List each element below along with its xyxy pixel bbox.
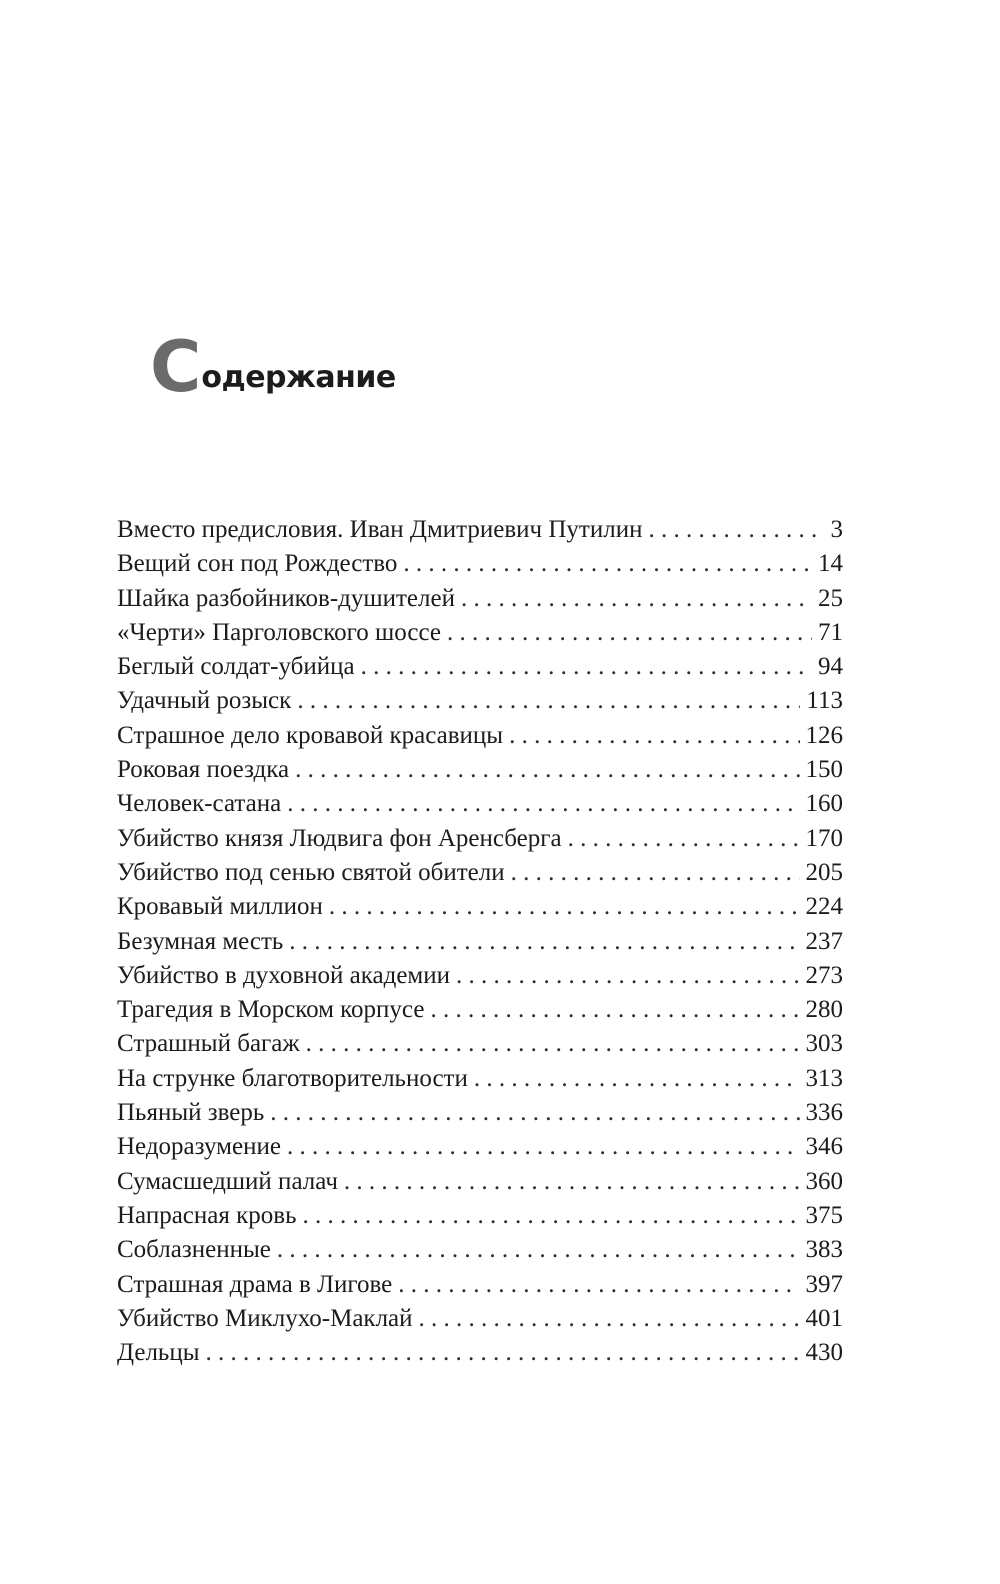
toc-entry: [117, 1268, 843, 1302]
toc-entry-title: Страшная драма в Лигове: [117, 1270, 393, 1298]
toc-entry-title: «Черти» Парголовского шоссе: [117, 618, 441, 646]
toc-entry: [117, 684, 843, 718]
toc-entry: [117, 1233, 843, 1267]
toc-entry-title: Соблазненные: [117, 1236, 271, 1264]
toc-entry-page-number: 160: [805, 790, 843, 818]
dot-leader: [306, 1027, 800, 1061]
dot-leader: [511, 856, 800, 890]
toc-entry: [117, 1096, 843, 1130]
toc-entry: [117, 1165, 843, 1199]
page-title: [150, 326, 396, 408]
dot-leader: [430, 993, 799, 1027]
toc-entry-title: Человек-сатана: [117, 790, 282, 818]
toc-entry: [117, 513, 843, 547]
dot-leader: [419, 1302, 800, 1336]
toc-entry-page-number: 313: [805, 1064, 843, 1092]
toc-entry-title: Сумасшедший палач: [117, 1167, 338, 1195]
toc-entry: [117, 890, 843, 924]
dot-leader: [456, 959, 800, 993]
toc-entry: [117, 993, 843, 1027]
toc-entry-page-number: 25: [818, 584, 843, 612]
toc-entry-page-number: 383: [805, 1236, 843, 1264]
toc-entry: [117, 822, 843, 856]
toc-entry-page-number: 273: [805, 961, 843, 989]
toc-entry: [117, 1336, 843, 1370]
toc-entry: [117, 1302, 843, 1336]
toc-entry: [117, 547, 843, 581]
toc-entry-page-number: 126: [805, 721, 843, 749]
toc-entry-title: Страшный багаж: [117, 1030, 300, 1058]
dot-leader: [361, 650, 812, 684]
toc-entry-title: Трагедия в Морском корпусе: [117, 996, 425, 1024]
dot-leader: [398, 1268, 799, 1302]
toc-entry-title: Убийство Миклухо-Маклай: [117, 1304, 413, 1332]
toc-entry-page-number: 237: [805, 927, 843, 955]
toc-entry-page-number: 150: [805, 756, 843, 784]
dot-leader: [447, 616, 812, 650]
toc-entry-title: Убийство в духовной академии: [117, 961, 450, 989]
toc-entry-title: Страшное дело кровавой красавицы: [117, 721, 504, 749]
toc-entry-page-number: 224: [805, 893, 843, 921]
dot-leader: [329, 890, 800, 924]
toc-entry: [117, 1199, 843, 1233]
toc-entry-title: Роковая поездка: [117, 756, 290, 784]
toc-entry: [117, 719, 843, 753]
toc-entry-page-number: 170: [805, 824, 843, 852]
dot-leader: [277, 1233, 800, 1267]
dot-leader: [461, 582, 812, 616]
toc-entry-page-number: 205: [805, 858, 843, 886]
toc-entry-page-number: 397: [805, 1270, 843, 1298]
dot-leader: [474, 1062, 800, 1096]
toc-entry: [117, 1062, 843, 1096]
toc-entry-title: Дельцы: [117, 1339, 200, 1367]
toc-entry-page-number: 430: [805, 1339, 843, 1367]
toc-entry-title: На струнке благотворительности: [117, 1064, 468, 1092]
toc-entry-page-number: 346: [805, 1133, 843, 1161]
toc-entry: [117, 1130, 843, 1164]
toc-entry: [117, 1027, 843, 1061]
toc-entry-page-number: 94: [818, 653, 843, 681]
dot-leader: [289, 925, 799, 959]
toc-entry-title: Вместо предисловия. Иван Дмитриевич Путилин: [117, 516, 643, 543]
toc-entry-title: Убийство под сенью святой обители: [117, 858, 505, 886]
dot-leader: [287, 1130, 800, 1164]
toc-entry-title: Пьяный зверь: [117, 1099, 265, 1127]
toc-entry: [117, 959, 843, 993]
toc-entry: [117, 753, 843, 787]
dot-leader: [287, 787, 799, 821]
toc-entry-title: Шайка разбойников-душителей: [117, 584, 455, 612]
toc-entry-page-number: 336: [805, 1099, 843, 1127]
toc-entry-page-number: 14: [818, 550, 843, 578]
toc-entry-page-number: 113: [806, 687, 843, 715]
toc-entry-title: Безумная месть: [117, 927, 284, 955]
toc-entry-title: Удачный розыск: [117, 687, 292, 715]
toc-entry-title: Напрасная кровь: [117, 1201, 297, 1229]
toc-entry: [117, 582, 843, 616]
toc-entry: [117, 856, 843, 890]
toc-entry-page-number: 360: [805, 1167, 843, 1195]
toc-entry-title: Вещий сон под Рождество: [117, 550, 398, 578]
toc-entry: [117, 925, 843, 959]
dot-leader: [206, 1336, 800, 1370]
toc-entry-title: Беглый солдат-убийца: [117, 653, 355, 681]
dot-leader: [648, 513, 824, 547]
toc-entry: [117, 616, 843, 650]
toc-entry-title: Убийство князя Людвига фон Аренсберга: [117, 824, 562, 852]
toc-entry: [117, 787, 843, 821]
toc-entry-page-number: 303: [805, 1030, 843, 1058]
toc-entry-title: Недоразумение: [117, 1133, 281, 1161]
dot-leader: [403, 547, 812, 581]
toc-entry-title: Кровавый миллион: [117, 893, 323, 921]
dot-leader: [568, 822, 800, 856]
dot-leader: [302, 1199, 799, 1233]
dot-leader: [270, 1096, 799, 1130]
toc-entry-page-number: 401: [805, 1304, 843, 1332]
toc-entry-page-number: 3: [830, 516, 843, 543]
title-initial-letter: С: [150, 326, 200, 408]
dot-leader: [344, 1165, 800, 1199]
dot-leader: [295, 753, 799, 787]
dot-leader: [297, 684, 800, 718]
table-of-contents: [117, 513, 843, 1370]
toc-entry-page-number: 375: [805, 1201, 843, 1229]
toc-entry: [117, 650, 843, 684]
dot-leader: [509, 719, 799, 753]
title-rest: одержание: [201, 360, 396, 395]
toc-entry-page-number: 71: [818, 618, 843, 646]
toc-entry-page-number: 280: [805, 996, 843, 1024]
